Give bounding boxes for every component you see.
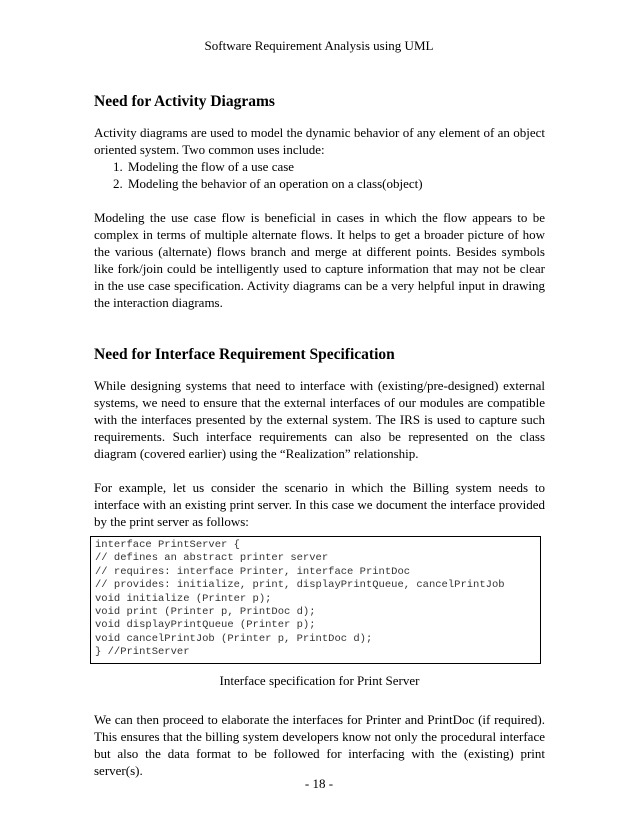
code-line: void displayPrintQueue (Printer p);	[95, 619, 316, 632]
code-line: // requires: interface Printer, interface PrintDoc	[95, 565, 411, 578]
code-caption: Interface specification for Print Server	[219, 672, 420, 688]
irs-paragraph: While designing systems that need to interface with (existing/pre-designed) external systems, we need to ensure that the external interfaces of our modules are compatible with the interfaces presented by the external system. The IRS is used to capture such requirements. Such interface requirements can also be represented on the class diagram (covered earlier) using the “Realization” relationship.	[94, 378, 545, 461]
activity-usecase-paragraph: Modeling the use case flow is beneficial in cases in which the flow appears to be complex in terms of multiple alternate flows. It helps to get a broader picture of how the various (alternate) flows branch and merge at different points. Besides symbols like fork/join could be intelligently used to capture information that may not be clear in the use case specification. Activity diagrams can be a very helpful input in drawing the interaction diagrams.	[94, 210, 545, 310]
code-line: void print (Printer p, PrintDoc d);	[95, 606, 316, 619]
code-line: void initialize (Printer p);	[95, 592, 272, 605]
code-line: void cancelPrintJob (Printer p, PrintDoc d);	[95, 632, 373, 645]
code-listing-box	[90, 536, 541, 664]
list-item: 2. Modeling the behavior of an operation on a class(object)	[126, 175, 545, 192]
list-item: 1. Modeling the flow of a use case	[126, 158, 545, 175]
code-line: interface PrintServer {	[95, 539, 240, 551]
code-line: // provides: initialize, print, displayPrintQueue, cancelPrintJob	[95, 579, 505, 592]
code-line: } //PrintServer	[95, 646, 190, 659]
activity-uses-list	[94, 158, 545, 192]
code-line: // defines an abstract printer server	[95, 552, 329, 565]
section-heading-interface-requirement: Need for Interface Requirement Specification	[94, 346, 395, 363]
elaboration-paragraph: We can then proceed to elaborate the interfaces for Printer and PrintDoc (if required). This ensures that the billing system developers know not only the procedural interface but also the data format to be followed for interfacing with the (existing) print server(s).	[94, 711, 545, 778]
activity-intro-paragraph: Activity diagrams are used to model the dynamic behavior of any element of an object oriented system. Two common uses include:	[94, 125, 545, 157]
page-content	[94, 92, 545, 779]
page-number: - 18 -	[304, 776, 334, 791]
section-heading-activity-diagrams: Need for Activity Diagrams	[94, 93, 275, 110]
example-paragraph: For example, let us consider the scenario in which the Billing system needs to interface with an existing print server. In this case we document the interface provided by the print server as follows:	[94, 480, 545, 529]
running-header: Software Requirement Analysis using UML	[204, 38, 434, 53]
